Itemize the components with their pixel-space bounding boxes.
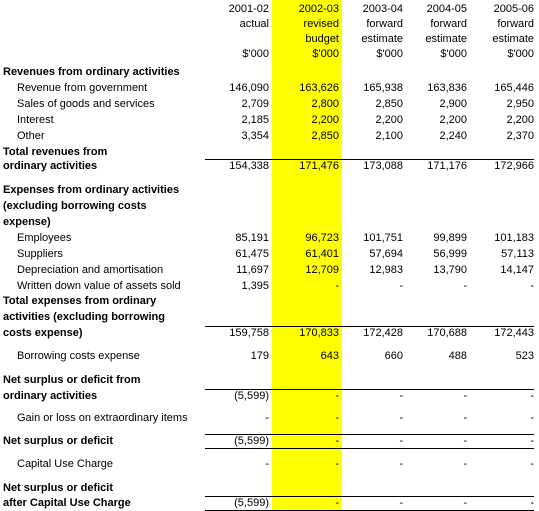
value-cell: - [335, 280, 339, 292]
value-cell: 101,751 [363, 232, 403, 244]
value-cell: 2,200 [439, 114, 467, 126]
section-heading: expense) [3, 216, 51, 228]
value-cell: - [399, 458, 403, 470]
line-item-label: Gain or loss on extraordinary items [17, 412, 188, 424]
table-row [0, 80, 539, 96]
value-cell: 2,709 [241, 98, 269, 110]
value-cell: 96,723 [305, 232, 339, 244]
value-cell: - [530, 280, 534, 292]
table-row [0, 480, 539, 496]
value-cell: - [399, 390, 403, 402]
value-cell: - [399, 435, 403, 447]
table-row [0, 96, 539, 112]
value-cell: (5,599) [234, 435, 269, 447]
value-cell: - [463, 497, 467, 509]
value-cell: 660 [384, 350, 403, 362]
value-cell: - [335, 458, 339, 470]
value-cell: 99,899 [433, 232, 467, 244]
value-cell: 2,900 [439, 98, 467, 110]
section-heading: Net surplus or deficit from [3, 374, 141, 386]
total-rule-top [205, 389, 534, 390]
total-rule-top [205, 326, 534, 327]
value-cell: 101,183 [494, 232, 534, 244]
table-row [0, 182, 539, 198]
section-heading: Total revenues from [3, 146, 108, 158]
column-header-line: estimate [361, 33, 403, 45]
value-cell: - [399, 280, 403, 292]
section-heading: Revenues from ordinary activities [3, 66, 180, 78]
value-cell: - [463, 412, 467, 424]
value-cell: 173,088 [363, 160, 403, 172]
table-row [0, 278, 539, 294]
value-cell: 1,395 [241, 280, 269, 292]
column-header-line: 2003-04 [362, 3, 403, 15]
table-row [0, 410, 539, 426]
value-cell: 12,983 [369, 264, 403, 276]
table-row [0, 128, 539, 144]
column-header-line: $'000 [312, 48, 339, 60]
column-header-line: 2005-06 [493, 3, 534, 15]
table-row [0, 230, 539, 246]
value-cell: - [265, 412, 269, 424]
value-cell: 170,688 [427, 327, 467, 339]
column-header-line: forward [497, 18, 534, 30]
value-cell: 165,446 [494, 82, 534, 94]
column-header-line: estimate [492, 33, 534, 45]
column-header-2 [342, 2, 403, 62]
value-cell: - [335, 435, 339, 447]
value-cell: 2,800 [311, 98, 339, 110]
column-header-line: forward [366, 18, 403, 30]
column-header-line: $'000 [376, 48, 403, 60]
section-heading: activities (excluding borrowing [3, 311, 165, 323]
column-header-4 [470, 2, 534, 62]
total-rule-top [205, 159, 534, 160]
value-cell: - [463, 390, 467, 402]
value-cell: - [530, 497, 534, 509]
column-header-1 [272, 2, 339, 62]
table-row [0, 198, 539, 214]
column-header-0 [205, 2, 269, 62]
section-heading: ordinary activities [3, 160, 98, 172]
value-cell: 2,240 [439, 130, 467, 142]
table-row [0, 214, 539, 230]
value-cell: 61,475 [235, 248, 269, 260]
section-heading: costs expense) [3, 327, 83, 339]
value-cell: 56,999 [433, 248, 467, 260]
table-row [0, 388, 539, 404]
column-header-line: $'000 [507, 48, 534, 60]
table-row [0, 64, 539, 80]
line-item-label: Other [17, 130, 45, 142]
value-cell: (5,599) [234, 497, 269, 509]
value-cell: - [463, 458, 467, 470]
value-cell: - [463, 435, 467, 447]
column-header-line: 2001-02 [228, 3, 269, 15]
line-item-label: Suppliers [17, 248, 63, 260]
table-row [0, 348, 539, 364]
line-item-label: Depreciation and amortisation [17, 264, 164, 276]
value-cell: - [463, 280, 467, 292]
table-row [0, 372, 539, 388]
table-row [0, 246, 539, 262]
value-cell: - [530, 412, 534, 424]
value-cell: 172,428 [363, 327, 403, 339]
column-header-line: budget [305, 33, 339, 45]
value-cell: 2,200 [375, 114, 403, 126]
value-cell: 61,401 [305, 248, 339, 260]
value-cell: 643 [320, 350, 339, 362]
value-cell: 159,758 [229, 327, 269, 339]
value-cell: 2,950 [506, 98, 534, 110]
value-cell: - [335, 412, 339, 424]
value-cell: 488 [448, 350, 467, 362]
column-header-line: actual [239, 18, 269, 30]
line-item-label: Interest [17, 114, 54, 126]
value-cell: 2,185 [241, 114, 269, 126]
table-row [0, 495, 539, 511]
line-item-label: Sales of goods and services [17, 98, 155, 110]
value-cell: 85,191 [235, 232, 269, 244]
value-cell: - [530, 390, 534, 402]
value-cell: 2,200 [506, 114, 534, 126]
column-header-line: 2004-05 [426, 3, 467, 15]
value-cell: 2,370 [506, 130, 534, 142]
value-cell: 146,090 [229, 82, 269, 94]
section-heading: Total expenses from ordinary [3, 295, 157, 307]
line-item-label: Written down value of assets sold [17, 280, 181, 292]
table-row [0, 293, 539, 309]
value-cell: - [399, 497, 403, 509]
value-cell: 14,147 [500, 264, 534, 276]
column-header-line: estimate [425, 33, 467, 45]
value-cell: 165,938 [363, 82, 403, 94]
value-cell: 179 [250, 350, 269, 362]
value-cell: (5,599) [234, 390, 269, 402]
total-rule-top [205, 496, 534, 497]
value-cell: 172,966 [494, 160, 534, 172]
value-cell: 12,709 [305, 264, 339, 276]
line-item-label: Employees [17, 232, 72, 244]
value-cell: 57,113 [501, 248, 534, 260]
value-cell: 13,790 [433, 264, 467, 276]
value-cell: - [335, 390, 339, 402]
total-rule-top [205, 434, 534, 435]
value-cell: - [265, 458, 269, 470]
value-cell: 523 [515, 350, 534, 362]
value-cell: 171,476 [299, 160, 339, 172]
section-heading: Expenses from ordinary activities [3, 184, 180, 196]
column-header-line: forward [430, 18, 467, 30]
table-row [0, 158, 539, 174]
line-item-label: Revenue from government [17, 82, 148, 94]
value-cell: 171,176 [427, 160, 467, 172]
column-header-3 [406, 2, 467, 62]
table-row [0, 309, 539, 325]
table-row [0, 433, 539, 449]
column-header-line: revised [303, 18, 339, 30]
value-cell: 163,626 [299, 82, 339, 94]
table-row [0, 112, 539, 128]
section-heading: after Capital Use Charge [3, 497, 131, 509]
value-cell: - [530, 435, 534, 447]
value-cell: 170,833 [299, 327, 339, 339]
value-cell: 2,850 [311, 130, 339, 142]
value-cell: 2,100 [375, 130, 403, 142]
column-header-line: 2002-03 [298, 3, 339, 15]
value-cell: 3,354 [241, 130, 269, 142]
total-rule-bottom [205, 448, 534, 449]
value-cell: 154,338 [229, 160, 269, 172]
value-cell: - [335, 497, 339, 509]
value-cell: 163,836 [427, 82, 467, 94]
value-cell: 57,694 [369, 248, 403, 260]
table-row [0, 325, 539, 341]
line-item-label: Borrowing costs expense [17, 350, 140, 362]
value-cell: 2,850 [375, 98, 403, 110]
value-cell: 172,443 [494, 327, 534, 339]
value-cell: - [399, 412, 403, 424]
column-header-line [205, 32, 269, 47]
line-item-label: Capital Use Charge [17, 458, 113, 470]
value-cell: - [530, 458, 534, 470]
section-heading: Net surplus or deficit [3, 435, 114, 447]
table-row [0, 262, 539, 278]
section-heading: ordinary activities [3, 390, 98, 402]
value-cell: 2,200 [311, 114, 339, 126]
table-row [0, 456, 539, 472]
column-header-line: $'000 [440, 48, 467, 60]
value-cell: 11,697 [236, 264, 269, 276]
section-heading: (excluding borrowing costs [3, 200, 147, 212]
column-header-line: $'000 [242, 48, 269, 60]
section-heading: Net surplus or deficit [3, 482, 114, 494]
